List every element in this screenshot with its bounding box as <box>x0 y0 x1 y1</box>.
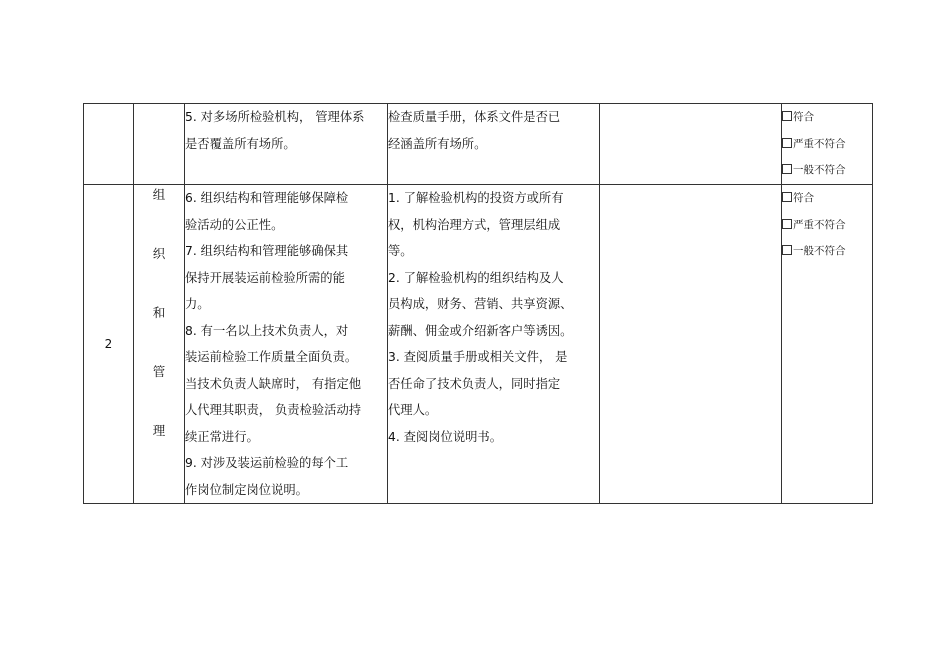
category-char: 理 <box>152 423 166 438</box>
checkbox-icon[interactable] <box>782 192 792 202</box>
option-major-nonconform[interactable]: 严重不符合 <box>782 131 872 158</box>
audit-checklist-table <box>83 103 873 504</box>
category-cell <box>134 104 185 185</box>
option-major-nonconform[interactable]: 严重不符合 <box>782 212 872 239</box>
checkbox-icon[interactable] <box>782 245 792 255</box>
category-cell <box>134 185 185 504</box>
category-char: 和 <box>152 305 166 320</box>
category-char: 组 <box>152 187 166 202</box>
requirement-cell: 5. 对多场所检验机构， 管理体系 是否覆盖所有场所。 <box>185 104 388 185</box>
option-minor-nonconform[interactable]: 一般不符合 <box>782 238 872 265</box>
evidence-cell <box>600 104 782 185</box>
requirement-cell: 6. 组织结构和管理能够保障检 验活动的公正性。 7. 组织结构和管理能够确保其 保持开展装运前检验所需的能 力。 8. 有一名以上技术负责人，对 装运前检验工作质量全面负责。 当技术负责人缺席时， 有指定他 人代理其职责， 负责检验活动持 续正常进行。 9. 对涉及装运前检验的每个工 作岗位制定岗位说明。 <box>185 185 388 504</box>
category-char: 管 <box>152 364 166 379</box>
evidence-cell <box>600 185 782 504</box>
category-char: 织 <box>152 246 166 261</box>
checkbox-icon[interactable] <box>782 219 792 229</box>
option-conform[interactable]: 符合 <box>782 185 872 212</box>
table-row <box>84 185 873 504</box>
option-minor-nonconform[interactable]: 一般不符合 <box>782 157 872 184</box>
inspection-method-cell: 检查质量手册，体系文件是否已 经涵盖所有场所。 <box>388 104 600 185</box>
item-number-cell: 2 <box>84 185 134 504</box>
option-conform[interactable]: 符合 <box>782 104 872 131</box>
checkbox-icon[interactable] <box>782 164 792 174</box>
inspection-method-cell: 1. 了解检验机构的投资方或所有 权，机构治理方式，管理层组成 等。 2. 了解检验机构的组织结构及人 员构成，财务、营销、共享资源、 薪酬、佣金或介绍新客户等诱因。 3. 查阅质量手册或相关文件， 是 否任命了技术负责人，同时指定 代理人。 4. 查阅岗位说明书。 <box>388 185 600 504</box>
conformity-options <box>782 185 873 504</box>
conformity-options <box>782 104 873 185</box>
checkbox-icon[interactable] <box>782 138 792 148</box>
item-number-cell <box>84 104 134 185</box>
table-row <box>84 104 873 185</box>
checkbox-icon[interactable] <box>782 111 792 121</box>
